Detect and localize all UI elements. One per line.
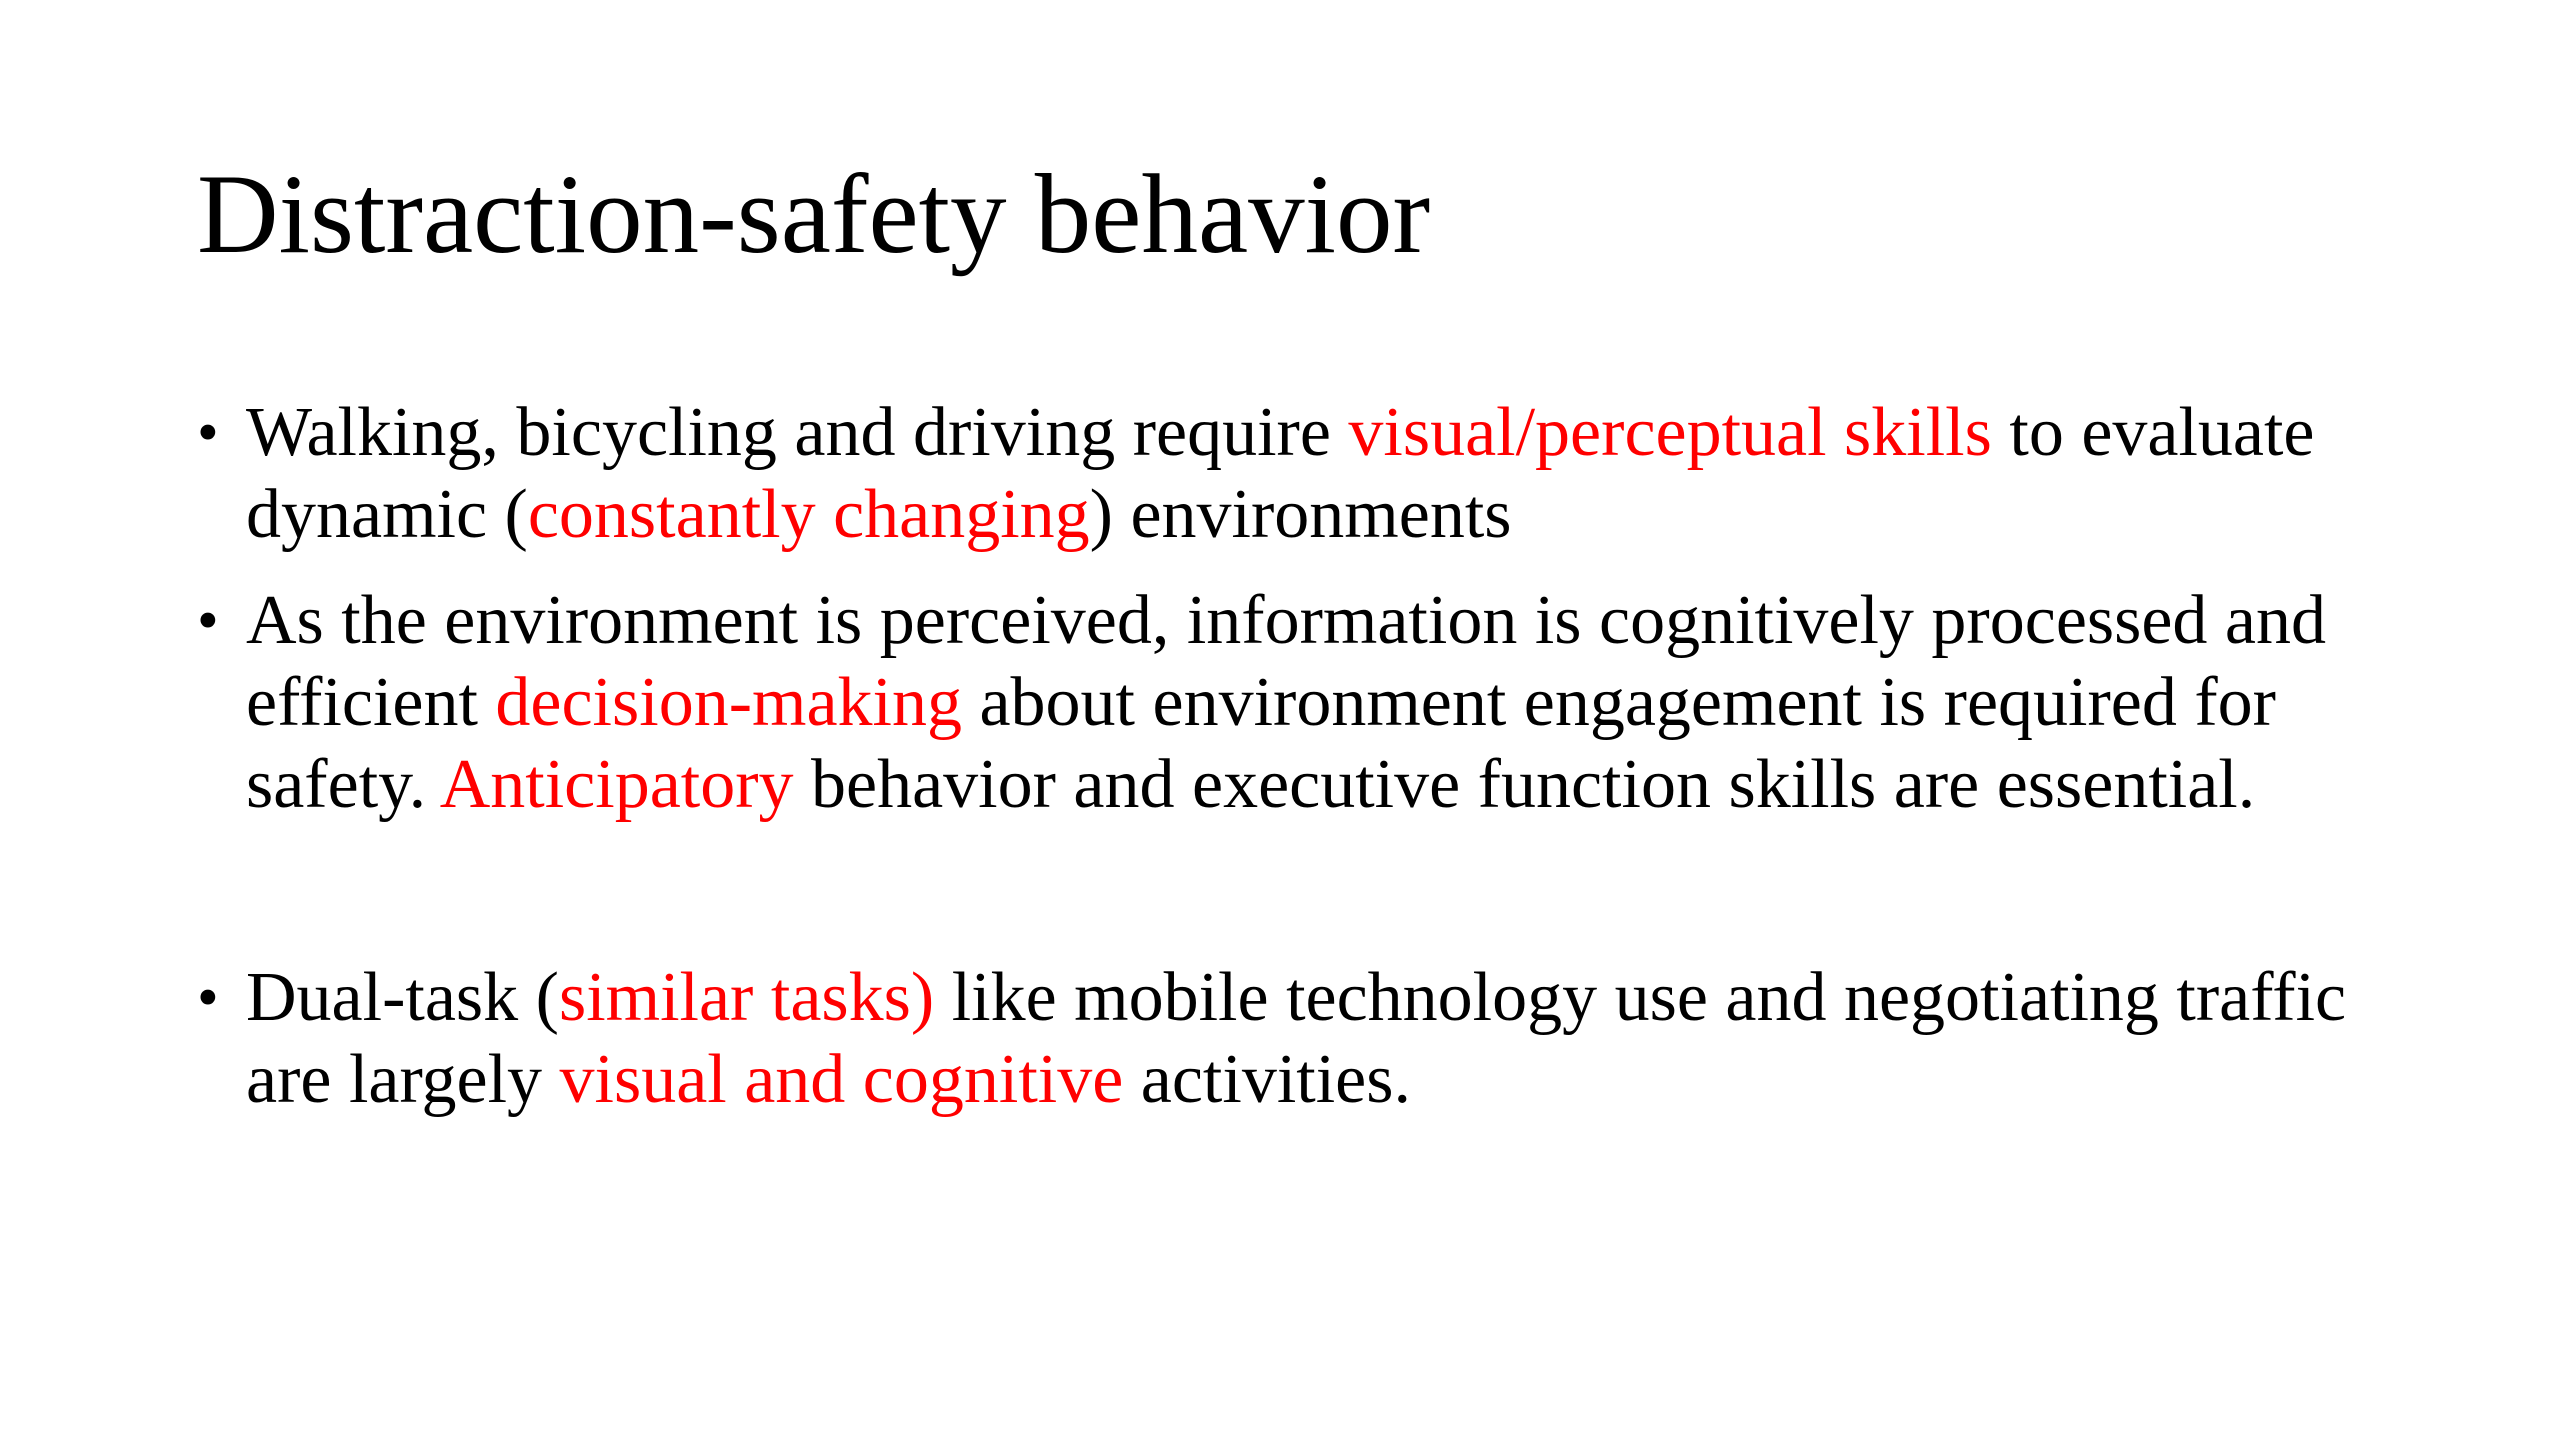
bullet-text: like mobile technology use and negotiating traffic are largely xyxy=(246,959,2347,1118)
highlighted-phrase: decision-making xyxy=(495,664,962,741)
bullet-dot-icon: • xyxy=(197,964,219,1032)
bullet-item xyxy=(197,957,2437,1121)
highlighted-phrase: constantly changing xyxy=(527,476,1090,553)
bullet-text: to evaluate dynamic ( xyxy=(246,394,2315,553)
bullet-item xyxy=(197,392,2437,556)
bullet-text: Dual-task ( xyxy=(246,959,559,1036)
bullet-text: activities. xyxy=(1123,1041,1411,1118)
highlighted-phrase: Anticipatory xyxy=(439,746,794,823)
bullet-text: about environment engagement is required for safety. xyxy=(246,664,2276,823)
slide-title: Distraction-safety behavior xyxy=(197,152,1431,277)
bullet-text: ) environments xyxy=(1089,476,1512,553)
bullet-text: Walking, bicycling and driving require xyxy=(246,394,1349,471)
bullet-text: As the environment is perceived, information is cognitively processed and efficient xyxy=(246,582,2327,741)
bullet-text: behavior and executive function skills are essential. xyxy=(793,746,2256,823)
highlighted-phrase: similar tasks) xyxy=(558,959,935,1036)
bullet-dot-icon: • xyxy=(197,587,219,655)
highlighted-phrase: visual and cognitive xyxy=(559,1041,1124,1118)
bullet-list xyxy=(197,392,2437,1121)
bullet-dot-icon: • xyxy=(197,399,219,467)
highlighted-phrase: visual/perceptual skills xyxy=(1348,394,1992,471)
bullet-item xyxy=(197,580,2437,826)
